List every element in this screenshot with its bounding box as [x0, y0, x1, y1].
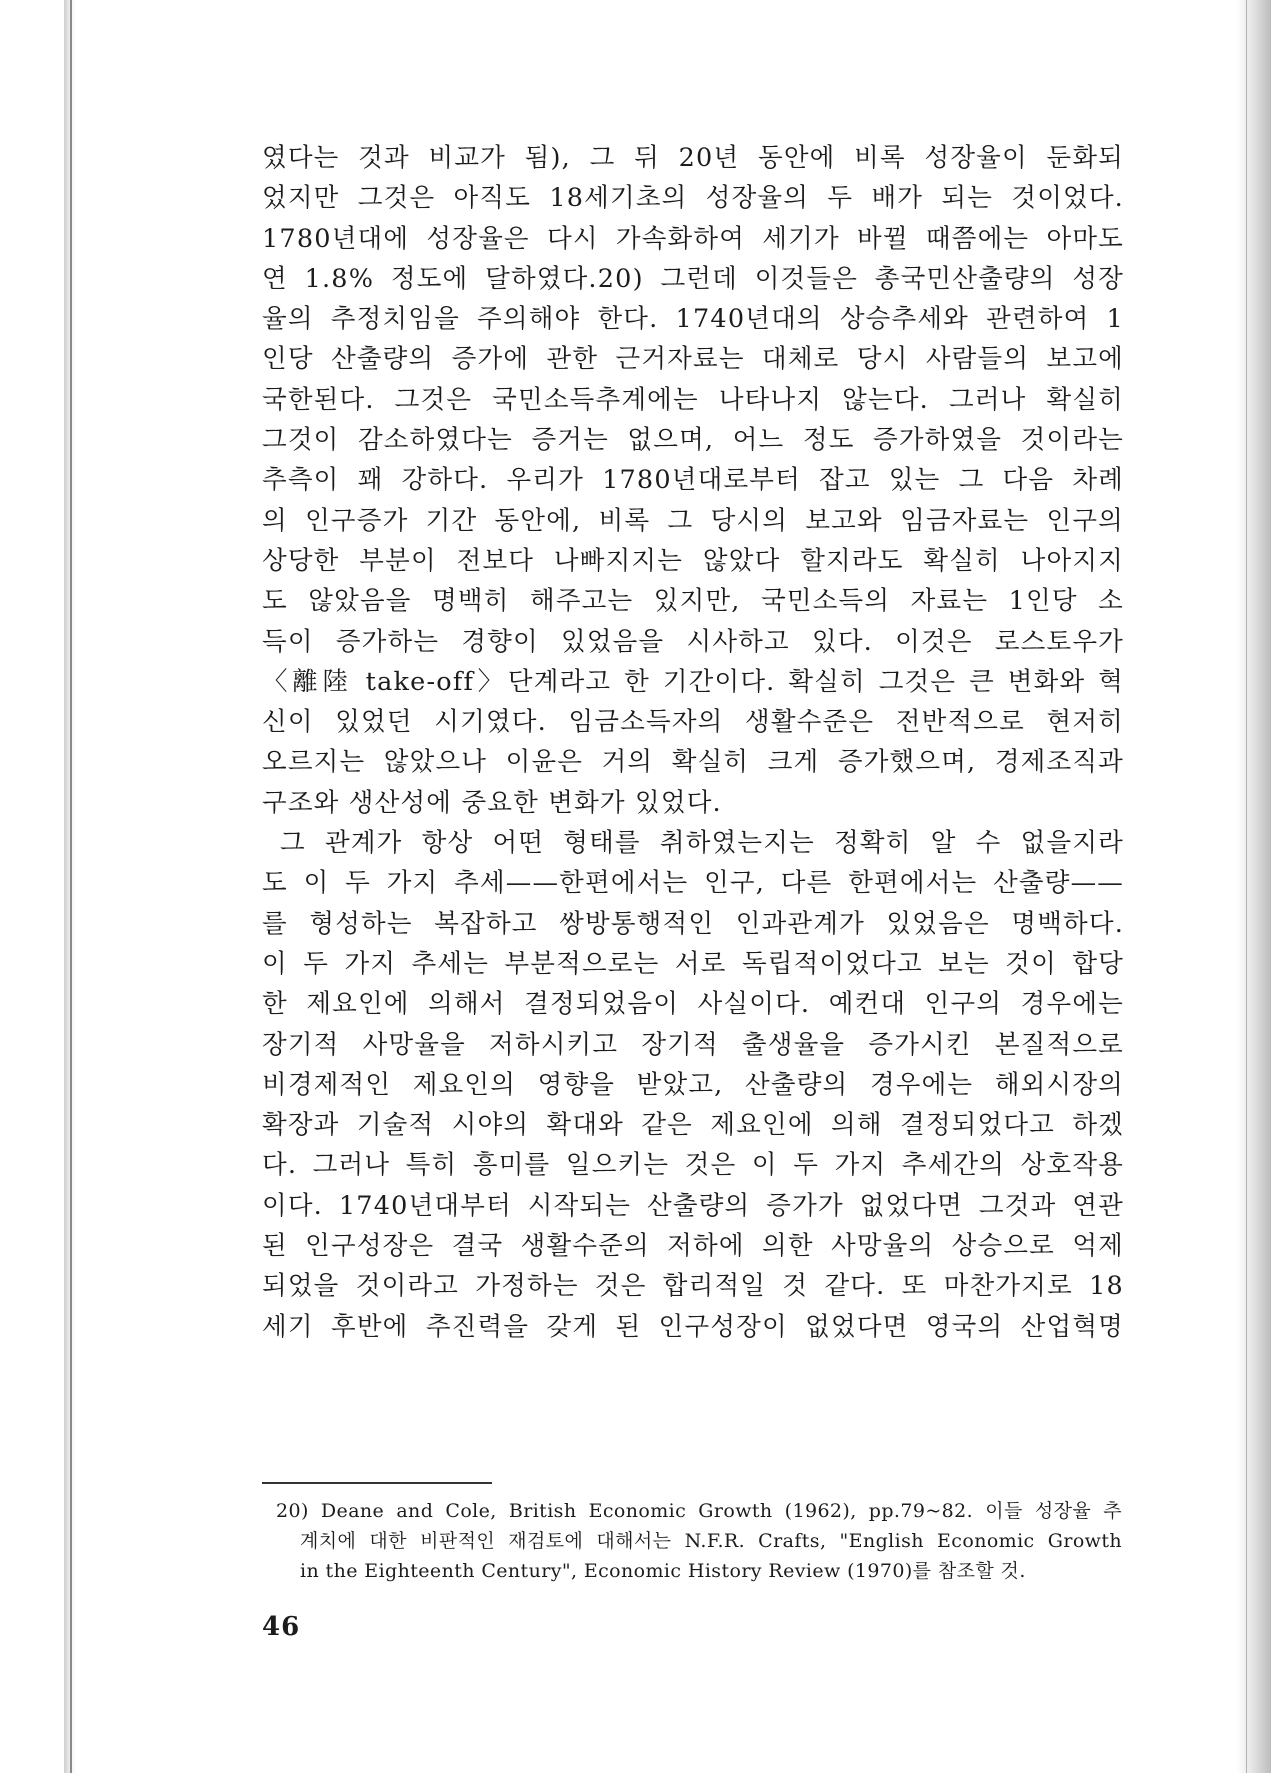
body-line: 었지만 그것은 아직도 18세기초의 성장율의 두 배가 되는 것이었다.	[262, 183, 1124, 214]
body-line: 되었을 것이라고 가정하는 것은 합리적일 것 같다. 또 마찬가지로 18	[262, 1271, 1124, 1302]
body-line: 장기적 사망율을 저하시키고 장기적 출생율을 증가시킨 본질적으로	[262, 1029, 1124, 1060]
body-line: 〈離陸 take-off〉단계라고 한 기간이다. 확실히 그것은 큰 변화와 혁	[262, 666, 1124, 697]
body-line: 이 두 가지 추세는 부분적으로는 서로 독립적이었다고 보는 것이 합당	[262, 948, 1124, 979]
body-line: 인당 산출량의 증가에 관한 근거자료는 대체로 당시 사람들의 보고에	[262, 344, 1124, 375]
footnote	[276, 1496, 1122, 1586]
body-line: 도 이 두 가지 추세——한편에서는 인구, 다른 한편에서는 산출량——	[262, 868, 1124, 899]
body-line: 신이 있었던 시기였다. 임금소득자의 생활수준은 전반적으로 현저히	[262, 707, 1124, 738]
footnote-line: in the Eighteenth Century", Economic History Review (1970)를 참조할 것.	[300, 1560, 1026, 1582]
body-line: 연 1.8% 정도에 달하였다.20) 그런데 이것들은 총국민산출량의 성장	[262, 263, 1124, 294]
body-text	[262, 138, 1124, 1347]
body-line: 비경제적인 제요인의 영향을 받았고, 산출량의 경우에는 해외시장의	[262, 1069, 1124, 1100]
footnote-line: 계치에 대한 비판적인 재검토에 대해서는 N.F.R. Crafts, "English Economic Growth	[300, 1530, 1122, 1552]
page-number: 46	[262, 1612, 301, 1642]
body-line: 추측이 꽤 강하다. 우리가 1780년대로부터 잡고 있는 그 다음 차례	[262, 465, 1124, 496]
paragraph-start-line: 그 관계가 항상 어떤 형태를 취하였는지는 정확히 알 수 없을지라	[280, 828, 1124, 859]
body-line: 된 인구성장은 결국 생활수준의 저하에 의한 사망율의 상승으로 억제	[262, 1231, 1124, 1262]
footnote-divider	[262, 1482, 492, 1484]
body-line: 를 형성하는 복잡하고 쌍방통행적인 인과관계가 있었음은 명백하다.	[262, 908, 1124, 939]
page-right-edge-line	[1246, 0, 1247, 1773]
body-line: 구조와 생산성에 중요한 변화가 있었다.	[262, 787, 722, 818]
body-line: 율의 추정치임을 주의해야 한다. 1740년대의 상승추세와 관련하여 1	[262, 304, 1124, 335]
body-line: 상당한 부분이 전보다 나빠지지는 않았다 할지라도 확실히 나아지지	[262, 545, 1124, 576]
body-line: 였다는 것과 비교가 됨), 그 뒤 20년 동안에 비록 성장율이 둔화되	[262, 143, 1124, 173]
footnote-line: 20) Deane and Cole, British Economic Growth (1962), pp.79~82. 이들 성장율 추	[276, 1500, 1122, 1522]
body-line: 도 않았음을 명백히 해주고는 있지만, 국민소득의 자료는 1인당 소	[262, 586, 1124, 617]
body-line: 국한된다. 그것은 국민소득추계에는 나타나지 않는다. 그러나 확실히	[262, 384, 1124, 415]
body-line: 득이 증가하는 경향이 있었음을 시사하고 있다. 이것은 로스토우가	[262, 626, 1124, 657]
body-line: 1780년대에 성장율은 다시 가속화하여 세기가 바뀔 때쯤에는 아마도	[262, 223, 1124, 254]
body-line: 한 제요인에 의해서 결정되었음이 사실이다. 예컨대 인구의 경우에는	[262, 989, 1124, 1020]
body-line: 오르지는 않았으나 이윤은 거의 확실히 크게 증가했으며, 경제조직과	[262, 747, 1124, 778]
body-line: 세기 후반에 추진력을 갖게 된 인구성장이 없었다면 영국의 산업혁명	[262, 1311, 1124, 1342]
body-line: 확장과 기술적 시야의 확대와 같은 제요인에 의해 결정되었다고 하겠	[262, 1110, 1124, 1141]
body-line: 의 인구증가 기간 동안에, 비록 그 당시의 보고와 임금자료는 인구의	[262, 505, 1124, 536]
body-line: 이다. 1740년대부터 시작되는 산출량의 증가가 없었다면 그것과 연관	[262, 1190, 1124, 1221]
body-line: 그것이 감소하였다는 증거는 없으며, 어느 정도 증가하였을 것이라는	[262, 425, 1124, 456]
body-line: 다. 그러나 특히 흥미를 일으키는 것은 이 두 가지 추세간의 상호작용	[262, 1150, 1124, 1181]
page-right-edge-shadow	[1237, 0, 1271, 1773]
page-spine-edge	[70, 0, 72, 1773]
